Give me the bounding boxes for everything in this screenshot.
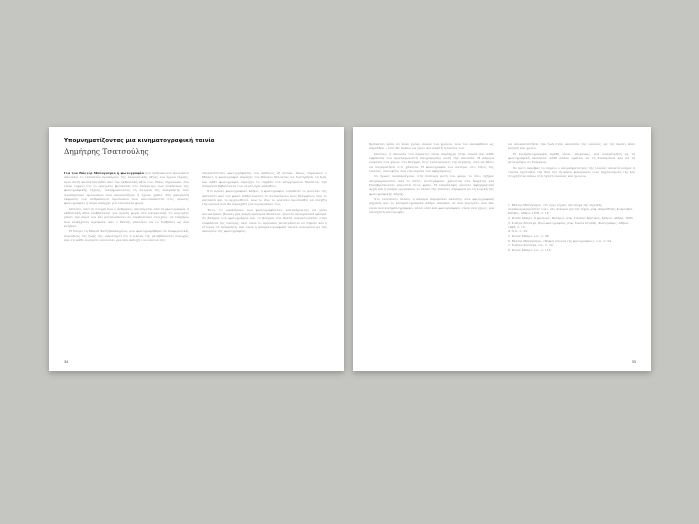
article-author: Δημήτρης Τσατσούλης	[64, 147, 149, 156]
footnote: 5. Ρολάν Μπαρτ, ό.π., σ. 96.	[508, 234, 550, 239]
footnotes	[508, 203, 635, 253]
page-number: 34	[64, 360, 69, 364]
footnote: 4. Ό.π., σ. 23.	[508, 229, 529, 234]
paragraph: Στο τελευταίο πλάνο, η κάμερα παραμένει ακίνητη, σαν φωτογραφική μηχανή, και το κινηματογραφικό κάδρο παγώνει σε ένα πορτρέτο που δεν είναι πια κινηματογραφικό, αλλά ούτε και φωτογραφικό: είναι ένα ίχνος, μια υπόσχεση επιστροφής.	[369, 197, 494, 215]
article-title: Υπομνηματίζοντας μια κινηματογραφική ταινία	[64, 138, 215, 144]
paragraph: Στο πρώτο φωτογραφικό κάδρο, η φωτογραφία τοποθετεί το μοντέλο της απέναντι από τον φακό, καθιστώντας το αντικείμενο ενός βλέμματος που το κατακτά και το αρχειοθετεί, ενώ το ίδιο το μοντέλο προσπαθεί να ελέγξει την εικόνα που θα παραχθεί για λογαριασμό του.	[202, 189, 327, 207]
paragraph: Για τον Βάλτερ Μπένγιαμιν η φωτογραφία που ανθρώπινου προσώπου αποτελεί το τελευταίο προπύργιο της λατρευτικής αξίας του έργου τέχνης, πριν αυτή αποκαταστηθεί από την εκθεσιακή αξία του. Όπως σημειώνει, δεν είναι τυχαίο ότι το πορτρέτο βρίσκεται στο επίκεντρο των ασκήσεων της φωτογραφικής τέχνης, τεκμηριώνοντας τη λατρεία της ανάμνησης των αγαπημένων προσώπων που απουσιάζουν ή έχουν χαθεί. Στη φευγαλέα έκφραση του ανθρώπινου προσώπου που αποτυπώνεται στις πρώτες φωτογραφίες η αύρα υπάρχει για τελευταία φορά.	[64, 171, 189, 206]
paragraph: Οι ήρωες αναπαράγουν, στη δεύτερη μισή του φιλμ, το ίδιο σχήμα: απομακρύνονται από το σπίτι, επιστρέφουν, χάνονται στα δωμάτια και ξαναβρίσκονται μπροστά στον φακό. Η επανάληψη γίνεται αφηγηματική αρχή και η μνήμη οργανώνει το υλικό της εικόνας σύμφωνα με τη λογική της φωτογραφικής λήψης.	[369, 174, 494, 196]
left-page-column-1	[64, 171, 189, 244]
footnote: 3. Σούζαν Σόνταγκ, Περί φωτογραφίας, μτφ. Ιουλία Ιατρίδη, Φωτογράφος, Αθήνα, 1993, σ. 15.	[508, 220, 629, 229]
paragraph: υποκατάστατο φωτογράφησης του καθενός εξ αυτών. Όπως σημειώνει ο Μπαρτ, η φωτογραφία παράγει τον θάνατο θέλοντας να διατηρήσει τη ζωή, και κάθε φωτογραφία περιέχει το σημάδι του επερχόμενου θανάτου, την ασημένια βεβαιότητα του «αυτό-έχει-υπάρξει».	[202, 171, 327, 189]
left-page	[49, 127, 344, 371]
right-page	[353, 127, 651, 371]
footnote: 1. Βάλτερ Μπένγιαμιν, «Το έργο τέχνης την εποχή της τεχνικής αναπαραγωγιμότητάς του», στο Δοκίμια για την τέχνη, μτφ. Δημοσθένης Κούρτοβικ, Κάλβος, Αθήνα, 1978, σ. 18.	[508, 203, 633, 216]
paragraph: να αποκαταστήσει την ζωή στην ακινησία της εικόνας, να της δώσει πάλι κίνηση και χρόνο.	[508, 142, 635, 151]
paragraph: Σε αυτό ακριβώς το σημείο ο υπομνηματισμός της ταινίας αποκτά νόημα: η ταινία σχολιάζει την ίδια της τη φύση, φανερώνει τους μηχανισμούς της και στοχάζεται πάνω στη σχέση εικόνας και χρόνου.	[508, 165, 635, 179]
right-page-column-2	[508, 142, 635, 180]
paragraph-lead: Για τον Βάλτερ Μπένγιαμιν η φωτογραφία	[64, 171, 144, 175]
page-number: 35	[631, 360, 636, 364]
paragraph: Έτσι, το υποκείμενο που φωτογραφίζεται, καταλήγοντας να γίνει αντικείμενο, βιώνει μια μικρή εμπειρία θανάτου: γίνεται πραγματικά φάσμα. Το βλέμμα του φωτογράφου και το βλέμμα του θεατή συναντιούνται στην επιφάνεια της εικόνας, εκεί όπου το πρόσωπο μετατρέπεται σε σημείο και η ιστορία σε ανάμνηση, και όπου η κινηματογραφική ταινία συνομιλεί με την ακινησία της φωτογραφίας.	[202, 207, 327, 234]
paragraph: Η κινηματογραφική πράξη είναι, επομένως, μια αναμέτρηση με τη φωτογραφική ακινησία: κάθε πλάνο οφείλει να τη διαπεράσει και να τη μετατρέψει σε διάρκεια.	[508, 151, 635, 165]
paragraph: Ωστόσο, από τη στιγμή που ο άνθρωπος αποσύρεται από τη φωτογραφία, η εκθεσιακή αξία επιβάλλεται για πρώτη φορά στη λατρευτική. Το πορτρέτο χάνει την αύρα του και μετατρέπεται σε αποδεικτικό στοιχείο, σε τεκμήριο που επιδέχεται ερμηνεία, και ο θεατής καλείται να το διαβάσει ως ένα κείμενο.	[64, 206, 189, 229]
paragraph: Η Ντορέ τη Μαριά Χατζηπαπαγρίου, που φωτογραφήθηκε σε διαφορετικές περιόδους της ζωής της, παρατηρεί ότι η εικόνα της μεταβάλλεται συνεχώς και ότι κάθε πορτρέτο αποτελεί μια νέα εκδοχή του εαυτού της.	[64, 229, 189, 243]
left-page-column-2	[202, 171, 327, 235]
paragraph: βρίσκεται μέσα σε έναν χρόνο πέραν του χρόνου, που τον εκλαμβάνει ως παρελθόν – έτσι θα πρέπει να γίνει αντιληπτή η εικόνα του.	[369, 142, 494, 151]
right-page-column-1	[369, 142, 494, 216]
footnote: 2. Ρολάν Μπαρτ, Ο φωτεινός θάλαμος, μτφ. Γιάννης Κρητικός, Κέδρος, Αθήνα, 1983.	[508, 215, 634, 220]
footnote: 7. Σούζαν Σόνταγκ, ό.π., σ. 70.	[508, 243, 554, 248]
footnote: 8. Ρολάν Μπαρτ, ό.π., σ. 115.	[508, 248, 552, 253]
paragraph: Ωστόσο, η απουσία του σώματος είναι κυρίαρχη στην ταινία και κάθε εμφάνιση του πρωταγωνιστή υπογραμμίζει αυτή την απουσία. Η κάμερα επιμένει στα χέρια, στο βλέμμα, στις λεπτομέρειες της κίνησης, σαν να θέλει να συγκρατήσει ό,τι χάνεται. Η φωτογραφία του πατέρα, στο τέλος της ταινίας, συνοψίζει όλη την πορεία του αφηγήματος.	[369, 151, 494, 174]
footnote: 6. Βάλτερ Μπένγιαμιν, «Μικρή ιστορία της φωτογραφίας», ό.π., σ. 54.	[508, 238, 613, 243]
